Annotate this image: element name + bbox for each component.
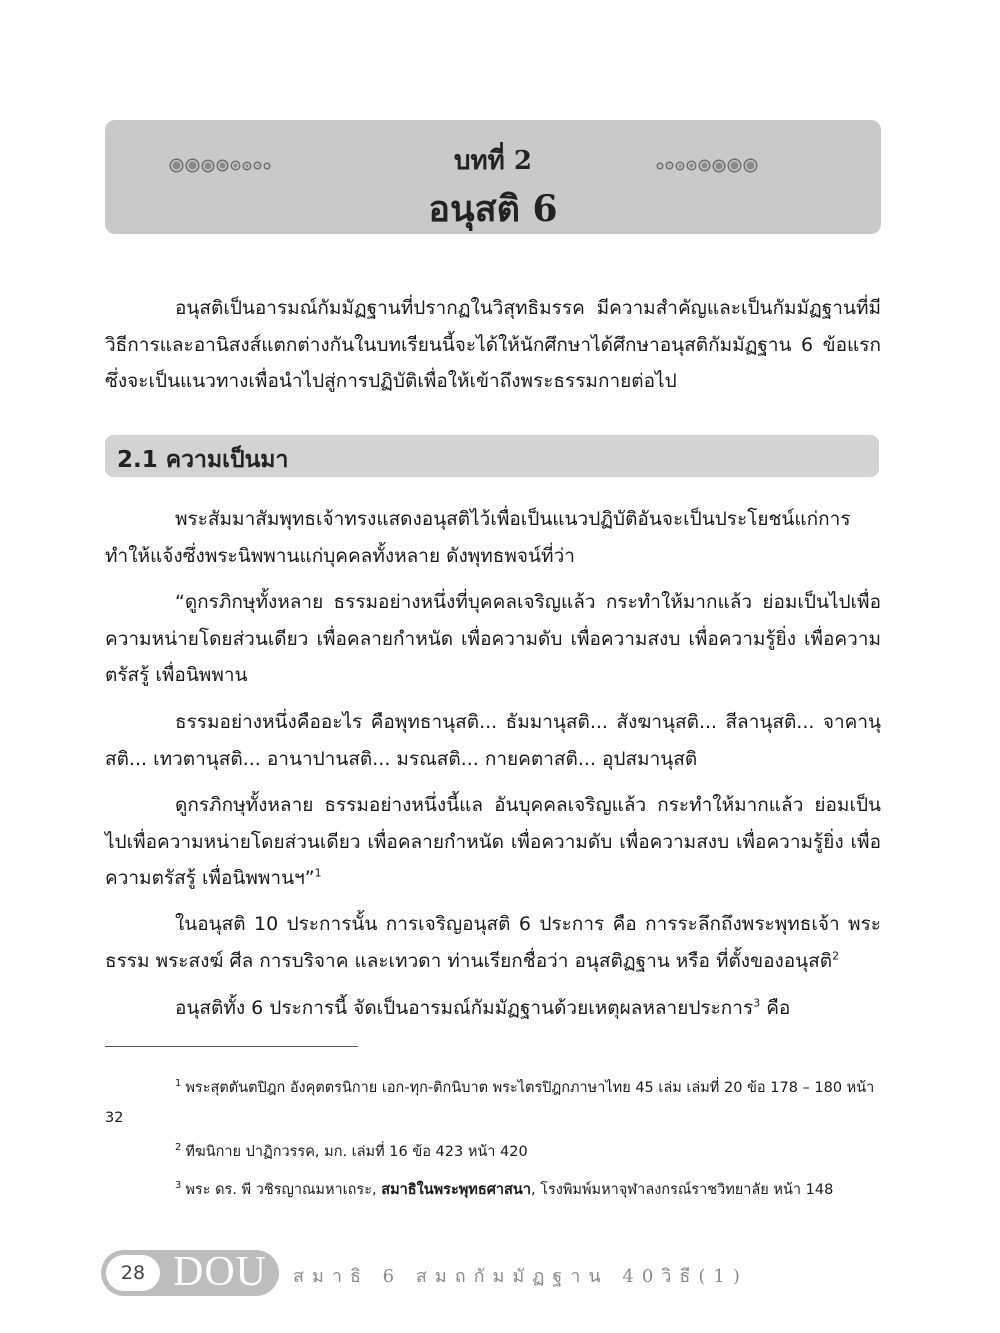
footnote-book-title: สมาธิในพระพุทธศาสนา <box>381 1182 531 1198</box>
footnote-number: 3 <box>175 1180 182 1192</box>
footnote <box>105 1073 885 1133</box>
chapter-title: อนุสติ 6 <box>428 188 558 230</box>
dot-ornament <box>745 160 756 171</box>
decorative-dots-right <box>658 160 756 171</box>
dot-ornament <box>688 162 695 169</box>
dou-logo: DOU <box>173 1249 267 1295</box>
footnote-text: พระ ดร. พี วชิรญาณมหาเถระ, <box>185 1182 382 1198</box>
body-paragraph <box>105 990 881 1027</box>
body-paragraph: พระสัมมาสัมพุทธเจ้าทรงแสดงอนุสติไว้เพื่อเป็นแนวปฏิบัติอันจะเป็นประโยชน์แก่การทำให้แจ้งซึ่งพระนิพพานแก่บุคคลทั้งหลาย ดังพุทธพจน์ที่ว่า <box>105 508 851 567</box>
page-number: 28 <box>106 1255 160 1291</box>
body-paragraph <box>105 906 881 979</box>
dot-ornament <box>714 161 724 171</box>
quote-paragraph: “ดูกรภิกษุทั้งหลาย ธรรมอย่างหนึ่งที่บุคคลเจริญแล้ว กระทำให้มากแล้ว ย่อมเป็นไปเพื่อความหน่ายโดยส่วนเดียว เพื่อคลายกำหนัด เพื่อความดับ เพื่อความสงบ เพื่อความรู้ยิ่ง เพื่อความตรัสรู้ เพื่อนิพพาน <box>105 591 881 686</box>
footnote-text: พระสุตตันตปิฎก อังคุตตรนิกาย เอก-ทุก-ติกนิบาต พระไตรปิฎกภาษาไทย 45 เล่ม เล่มที่ 20 ข้อ 178 – 180 หน้า 32 <box>105 1080 875 1126</box>
quote-text: ดูกรภิกษุทั้งหลาย ธรรมอย่างหนึ่งนี้แล อันบุคคลเจริญแล้ว กระทำให้มากแล้ว ย่อมเป็นไปเพื่อความหน่ายโดยส่วนเดียว เพื่อคลายกำหนัด เพื่อความดับ เพื่อความสงบ เพื่อความรู้ยิ่ง เพื่อความตรัสรู้ เพื่อนิพพานฯ” <box>105 794 881 889</box>
chapter-header <box>105 120 881 234</box>
footnote-ref: 1 <box>314 866 322 880</box>
footnote-number: 1 <box>175 1078 182 1090</box>
footnote-number: 2 <box>175 1142 182 1154</box>
dot-ornament <box>658 164 662 168</box>
body-text: อนุสติทั้ง 6 ประการนี้ จัดเป็นอารมณ์กัมมัฏฐานด้วยเหตุผลหลายประการ <box>175 997 754 1019</box>
chapter-label: บทที่ 2 <box>454 146 532 176</box>
body-text: ในอนุสติ 10 ประการนั้น การเจริญอนุสติ 6 ประการ คือ การระลึกถึงพระพุทธเจ้า พระธรรม พระสงฆ์ ศีล การบริจาค และเทวดา ท่านเรียกชื่อว่า อนุสติฏฐาน หรือ ที่ตั้งของอนุสติ <box>105 913 881 972</box>
footnote <box>105 1137 885 1167</box>
section-heading-bar <box>105 435 879 477</box>
dot-ornament <box>700 161 709 170</box>
course-title: สมาธิ 6 สมถกัมมัฏฐาน 40วิธี(1) <box>293 1266 748 1287</box>
footnote <box>105 1175 885 1205</box>
footnote-text: ทีฆนิกาย ปาฏิกวรรค, มก. เล่มที่ 16 ข้อ 423 หน้า 420 <box>185 1144 528 1160</box>
footer-badge <box>101 1250 279 1296</box>
footnote-text: , โรงพิมพ์มหาจุฬาลงกรณ์ราชวิทยาลัย หน้า 148 <box>530 1182 834 1198</box>
dot-ornament <box>729 160 740 171</box>
dot-ornament <box>677 163 683 169</box>
quote-paragraph <box>105 787 881 897</box>
footnote-ref: 2 <box>832 949 840 963</box>
footnote-divider <box>105 1046 358 1047</box>
footnote-ref: 3 <box>753 996 761 1010</box>
dot-ornament <box>667 163 672 168</box>
body-text: คือ <box>760 997 791 1019</box>
quote-paragraph: ธรรมอย่างหนึ่งคืออะไร คือพุทธานุสติ... ธัมมานุสติ... สังฆานุสติ... สีลานุสติ... จาคานุสติ... เทวตานุสติ... อานาปานสติ... มรณสติ... กายคตาสติ... อุปสมานุสติ <box>105 711 881 770</box>
section-title: 2.1 ความเป็นมา <box>117 447 289 473</box>
intro-paragraph: อนุสติเป็นอารมณ์กัมมัฏฐานที่ปรากฏในวิสุทธิมรรค มีความสำคัญและเป็นกัมมัฏฐานที่มีวิธีการและอานิสงส์แตกต่างกันในบทเรียนนี้จะได้ให้นักศึกษาได้ศึกษาอนุสติกัมมัฏฐาน 6 ข้อแรก ซึ่งจะเป็นแนวทางเพื่อนำไปสู่การปฏิบัติเพื่อให้เข้าถึงพระธรรมกายต่อไป <box>105 297 881 392</box>
